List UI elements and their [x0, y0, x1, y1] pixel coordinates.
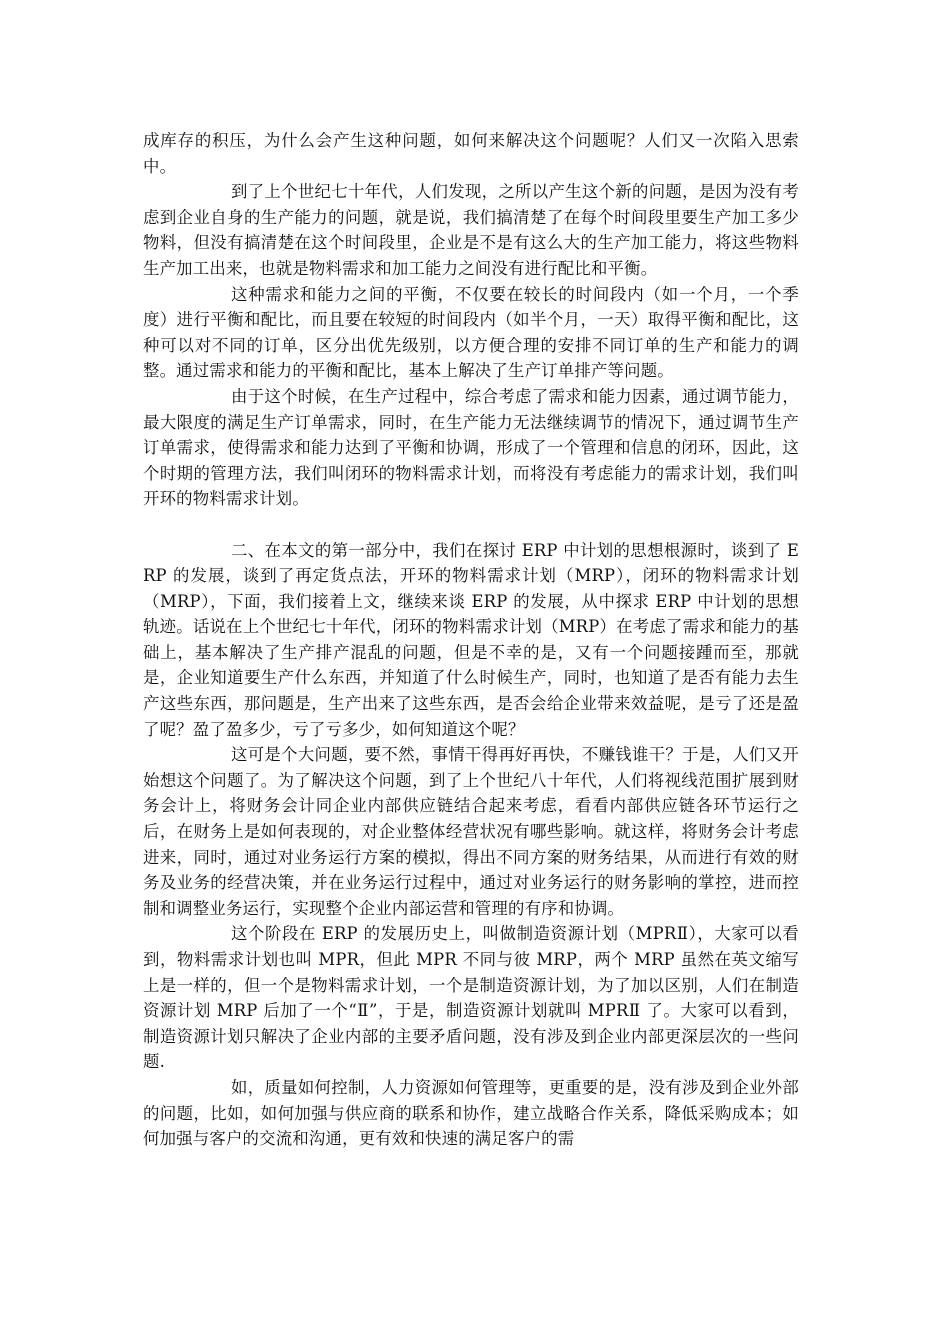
- section-gap: [143, 512, 799, 538]
- paragraph-8: 如，质量如何控制，人力资源如何管理等，更重要的是，没有涉及到企业外部的问题，比如，如何加强与供应商的联系和协作，建立战略合作关系，降低采购成本；如何加强与客户的交流和沟通，更有效和快速的满足客户的需: [143, 1077, 799, 1149]
- paragraph-2: 到了上个世纪七十年代，人们发现，之所以产生这个新的问题，是因为没有考虑到企业自身的生产能力的问题，就是说，我们搞清楚了在每个时间段里要生产加工多少物料，但没有搞清楚在这个时间段里，企业是不是有这么大的生产加工能力，将这些物料生产加工出来，也就是物料需求和加工能力之间没有进行配比和平衡。: [143, 182, 799, 278]
- paragraph-3: 这种需求和能力之间的平衡，不仅要在较长的时间段内（如一个月，一个季度）进行平衡和配比，而且要在较短的时间段内（如半个月，一天）取得平衡和配比，这种可以对不同的订单，区分出优先级别，以方便合理的安排不同订单的生产和能力的调整。通过需求和能力的平衡和配比，基本上解决了生产订单排产等问题。: [143, 284, 799, 381]
- paragraph-4: 由于这个时候，在生产过程中，综合考虑了需求和能力因素，通过调节能力，最大限度的满足生产订单需求，同时，在生产能力无法继续调节的情况下，通过调节生产订单需求，使得需求和能力达到了平衡和协调，形成了一个管理和信息的闭环，因此，这个时期的管理方法，我们叫闭环的物料需求计划，而将没有考虑能力的需求计划，我们叫开环的物料需求计划。: [143, 386, 799, 509]
- document-page: [143, 128, 799, 1152]
- paragraph-section-two: 二、在本文的第一部分中，我们在探讨 ERP 中计划的思想根源时，谈到了 ERP 的发展，谈到了再定货点法，开环的物料需求计划（MRP），闭环的物料需求计划（MRP），下面，我们接着上文，继续来谈 ERP 的发展，从中探求 ERP 中计划的思想轨迹。话说在上个世纪七十年代，闭环的物料需求计划（MRP）在考虑了需求和能力的基础上，基本解决了生产排产混乱的问题，但是不幸的是，又有一个问题接踵而至，那就是，企业知道要生产什么东西，并知道了什么时候生产，同时，也知道了是否有能力去生产这些东西，那问题是，生产出来了这些东西，是否会给企业带来效益呢，是亏了还是盈了呢？盈了盈多少，亏了亏多少，如何知道这个呢？: [143, 540, 799, 739]
- paragraph-1: 成库存的积压，为什么会产生这种问题，如何来解决这个问题呢？人们又一次陷入思索中。: [143, 131, 799, 176]
- paragraph-6: 这可是个大问题，要不然，事情干得再好再快，不赚钱谁干？于是，人们又开始想这个问题了。为了解决这个问题，到了上个世纪八十年代，人们将视线范围扩展到财务会计上，将财务会计同企业内部供应链结合起来考虑，看看内部供应链各环节运行之后，在财务上是如何表现的，对企业整体经营状况有哪些影响。就这样，将财务会计考虑进来，同时，通过对业务运行方案的模拟，得出不同方案的财务结果，从而进行有效的财务及业务的经营决策，并在业务运行过程中，通过对业务运行的财务影响的掌控，进而控制和调整业务运行，实现整个企业内部运营和管理的有序和协调。: [143, 745, 799, 918]
- paragraph-7: 这个阶段在 ERP 的发展历史上，叫做制造资源计划（MPRⅡ），大家可以看到，物料需求计划也叫 MPR，但此 MPR 不同与彼 MRP，两个 MRP 虽然在英文缩写上是一样的，但一个是物料需求计划，一个是制造资源计划，为了加以区别，人们在制造资源计划 MRP 后加了一个“Ⅱ”，于是，制造资源计划就叫 MPRⅡ 了。大家可以看到，制造资源计划只解决了企业内部的主要矛盾问题，没有涉及到企业内部更深层次的一些问题.: [143, 924, 799, 1072]
